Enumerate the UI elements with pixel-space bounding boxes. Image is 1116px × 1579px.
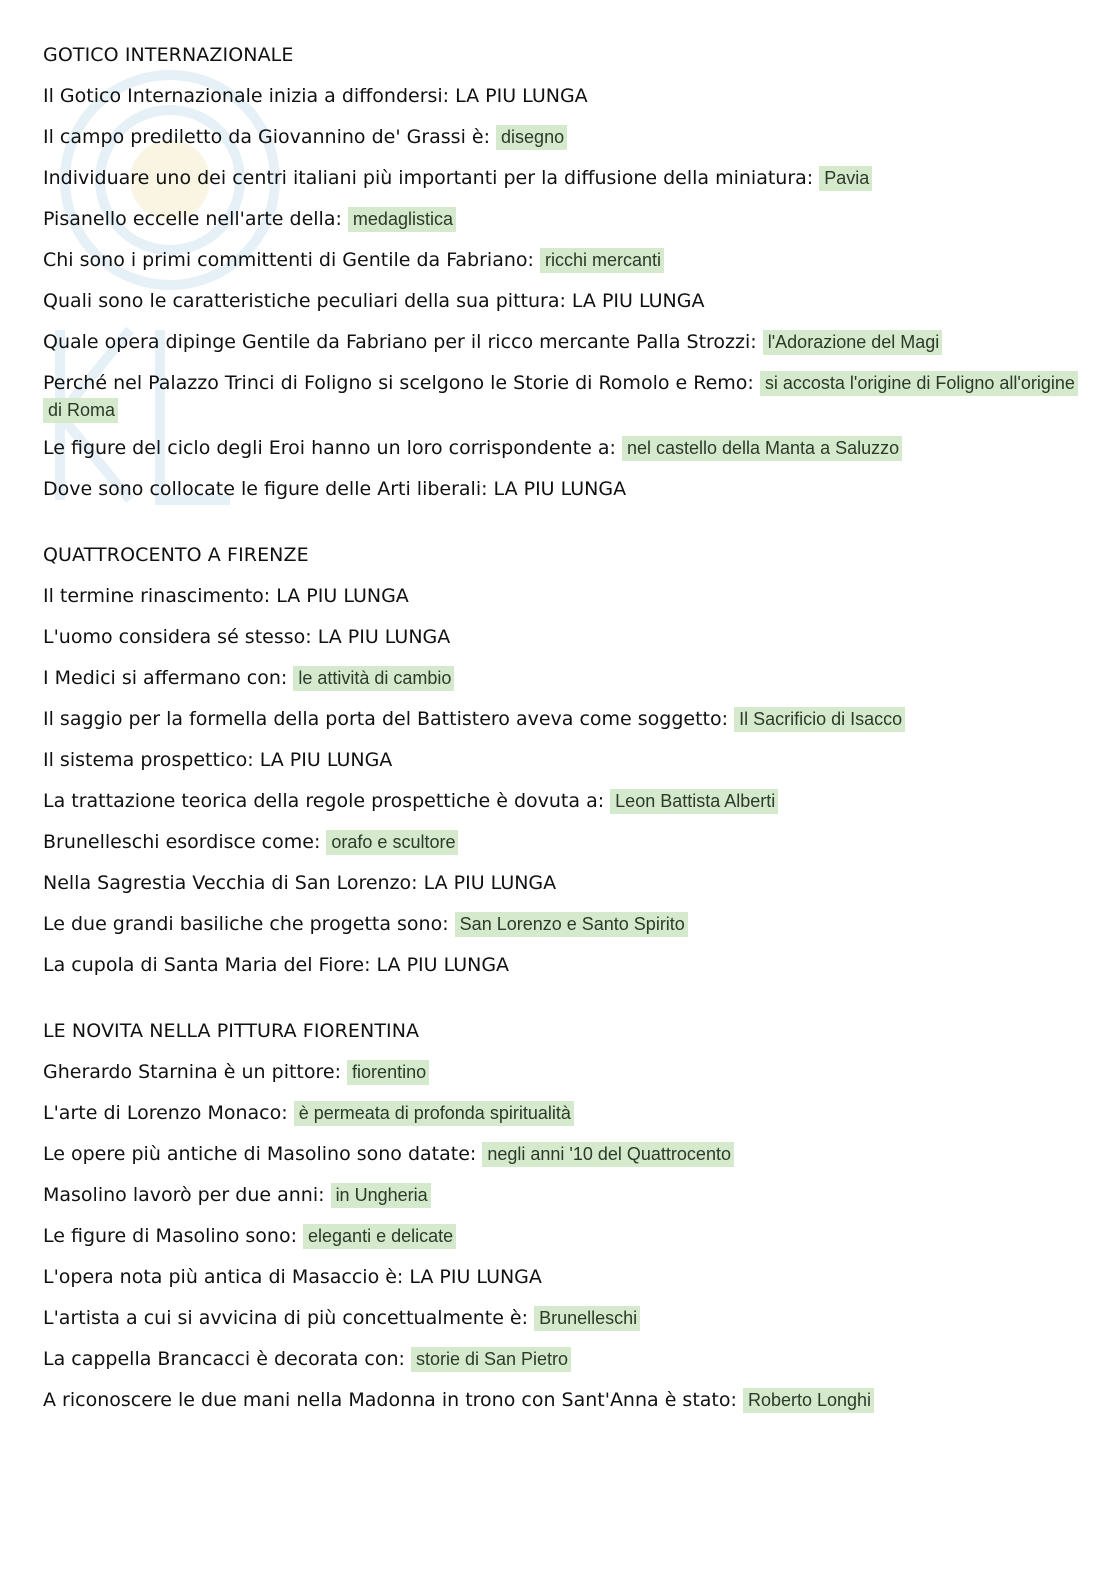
section-heading: LE NOVITA NELLA PITTURA FIORENTINA: [43, 1020, 420, 1042]
section-novita-pittura-fiorentina: [43, 1018, 1083, 1413]
question-text: La cupola di Santa Maria del Fiore: LA PIU LUNGA: [43, 954, 510, 976]
answer-highlight: Roberto Longhi: [743, 1388, 874, 1413]
answer-highlight: è permeata di profonda spiritualità: [294, 1101, 574, 1126]
question-line: [43, 165, 1083, 191]
question-line: [43, 1223, 1083, 1249]
question-text: Chi sono i primi committenti di Gentile da Fabriano:: [43, 249, 534, 271]
answer-highlight: Il Sacrificio di Isacco: [734, 707, 905, 732]
answer-highlight: si accosta l'origine di Foligno all'origine di Roma: [43, 371, 1078, 423]
answer-highlight: in Ungheria: [331, 1183, 431, 1208]
question-text: Brunelleschi esordisce come:: [43, 831, 321, 853]
question-line: [43, 747, 1083, 773]
question-line: [43, 1182, 1083, 1208]
answer-highlight: fiorentino: [347, 1060, 429, 1085]
question-text: Il Gotico Internazionale inizia a diffondersi: LA PIU LUNGA: [43, 85, 588, 107]
question-text: Le figure di Masolino sono:: [43, 1225, 297, 1247]
question-line: [43, 1100, 1083, 1126]
question-line: [43, 870, 1083, 896]
question-line: [43, 1346, 1083, 1372]
question-text: Quali sono le caratteristiche peculiari della sua pittura: LA PIU LUNGA: [43, 290, 705, 312]
question-line: [43, 1141, 1083, 1167]
question-line: [43, 1305, 1083, 1331]
question-text: A riconoscere le due mani nella Madonna in trono con Sant'Anna è stato:: [43, 1389, 737, 1411]
question-text: Masolino lavorò per due anni:: [43, 1184, 325, 1206]
question-text: L'opera nota più antica di Masaccio è: LA PIU LUNGA: [43, 1266, 542, 1288]
answer-highlight: Brunelleschi: [534, 1306, 640, 1331]
answer-highlight: le attività di cambio: [293, 666, 454, 691]
question-line: [43, 288, 1083, 314]
question-text: Gherardo Starnina è un pittore:: [43, 1061, 341, 1083]
answer-highlight: medaglistica: [348, 207, 456, 232]
question-text: L'artista a cui si avvicina di più concettualmente è:: [43, 1307, 529, 1329]
answer-highlight: Pavia: [819, 166, 872, 191]
answer-highlight: San Lorenzo e Santo Spirito: [455, 912, 688, 937]
section-heading: QUATTROCENTO A FIRENZE: [43, 544, 309, 566]
question-text: Il sistema prospettico: LA PIU LUNGA: [43, 749, 393, 771]
question-line: [43, 1059, 1083, 1085]
section-quattrocento-a-firenze: [43, 542, 1083, 978]
question-line: [43, 624, 1083, 650]
question-text: Perché nel Palazzo Trinci di Foligno si scelgono le Storie di Romolo e Remo:: [43, 372, 754, 394]
question-text: Individuare uno dei centri italiani più importanti per la diffusione della miniatura:: [43, 167, 814, 189]
question-line: [43, 1387, 1083, 1413]
question-line: [43, 829, 1083, 855]
question-line: [43, 206, 1083, 232]
question-line: [43, 370, 1083, 424]
section-gotico-internazionale: [43, 42, 1083, 502]
question-line: [43, 706, 1083, 732]
question-line: [43, 665, 1083, 691]
question-line: [43, 329, 1083, 355]
question-line: [43, 911, 1083, 937]
question-text: Il campo prediletto da Giovannino de' Grassi è:: [43, 126, 490, 148]
question-text: Quale opera dipinge Gentile da Fabriano per il ricco mercante Palla Strozzi:: [43, 331, 757, 353]
answer-highlight: negli anni '10 del Quattrocento: [482, 1142, 734, 1167]
question-line: [43, 788, 1083, 814]
question-text: I Medici si affermano con:: [43, 667, 288, 689]
question-text: Le opere più antiche di Masolino sono datate:: [43, 1143, 477, 1165]
question-text: Dove sono collocate le figure delle Arti liberali: LA PIU LUNGA: [43, 478, 627, 500]
question-line: [43, 83, 1083, 109]
answer-highlight: eleganti e delicate: [303, 1224, 456, 1249]
answer-highlight: l'Adorazione del Magi: [763, 330, 943, 355]
answer-highlight: ricchi mercanti: [540, 248, 664, 273]
question-text: Il termine rinascimento: LA PIU LUNGA: [43, 585, 409, 607]
question-text: Nella Sagrestia Vecchia di San Lorenzo: LA PIU LUNGA: [43, 872, 557, 894]
question-line: [43, 1264, 1083, 1290]
question-line: [43, 476, 1083, 502]
question-text: La cappella Brancacci è decorata con:: [43, 1348, 405, 1370]
answer-highlight: disegno: [496, 125, 567, 150]
answer-highlight: Leon Battista Alberti: [610, 789, 778, 814]
question-text: La trattazione teorica della regole prospettiche è dovuta a:: [43, 790, 605, 812]
question-text: L'arte di Lorenzo Monaco:: [43, 1102, 288, 1124]
question-text: Il saggio per la formella della porta del Battistero aveva come soggetto:: [43, 708, 729, 730]
answer-highlight: orafo e scultore: [326, 830, 458, 855]
question-line: [43, 247, 1083, 273]
question-text: Le figure del ciclo degli Eroi hanno un loro corrispondente a:: [43, 437, 616, 459]
question-line: [43, 583, 1083, 609]
question-line: [43, 952, 1083, 978]
section-heading: GOTICO INTERNAZIONALE: [43, 44, 294, 66]
answer-highlight: storie di San Pietro: [411, 1347, 571, 1372]
question-line: [43, 435, 1083, 461]
document-content: [43, 42, 1083, 1413]
question-line: [43, 124, 1083, 150]
question-text: Pisanello eccelle nell'arte della:: [43, 208, 342, 230]
question-text: L'uomo considera sé stesso: LA PIU LUNGA: [43, 626, 451, 648]
question-text: Le due grandi basiliche che progetta sono:: [43, 913, 449, 935]
answer-highlight: nel castello della Manta a Saluzzo: [622, 436, 902, 461]
